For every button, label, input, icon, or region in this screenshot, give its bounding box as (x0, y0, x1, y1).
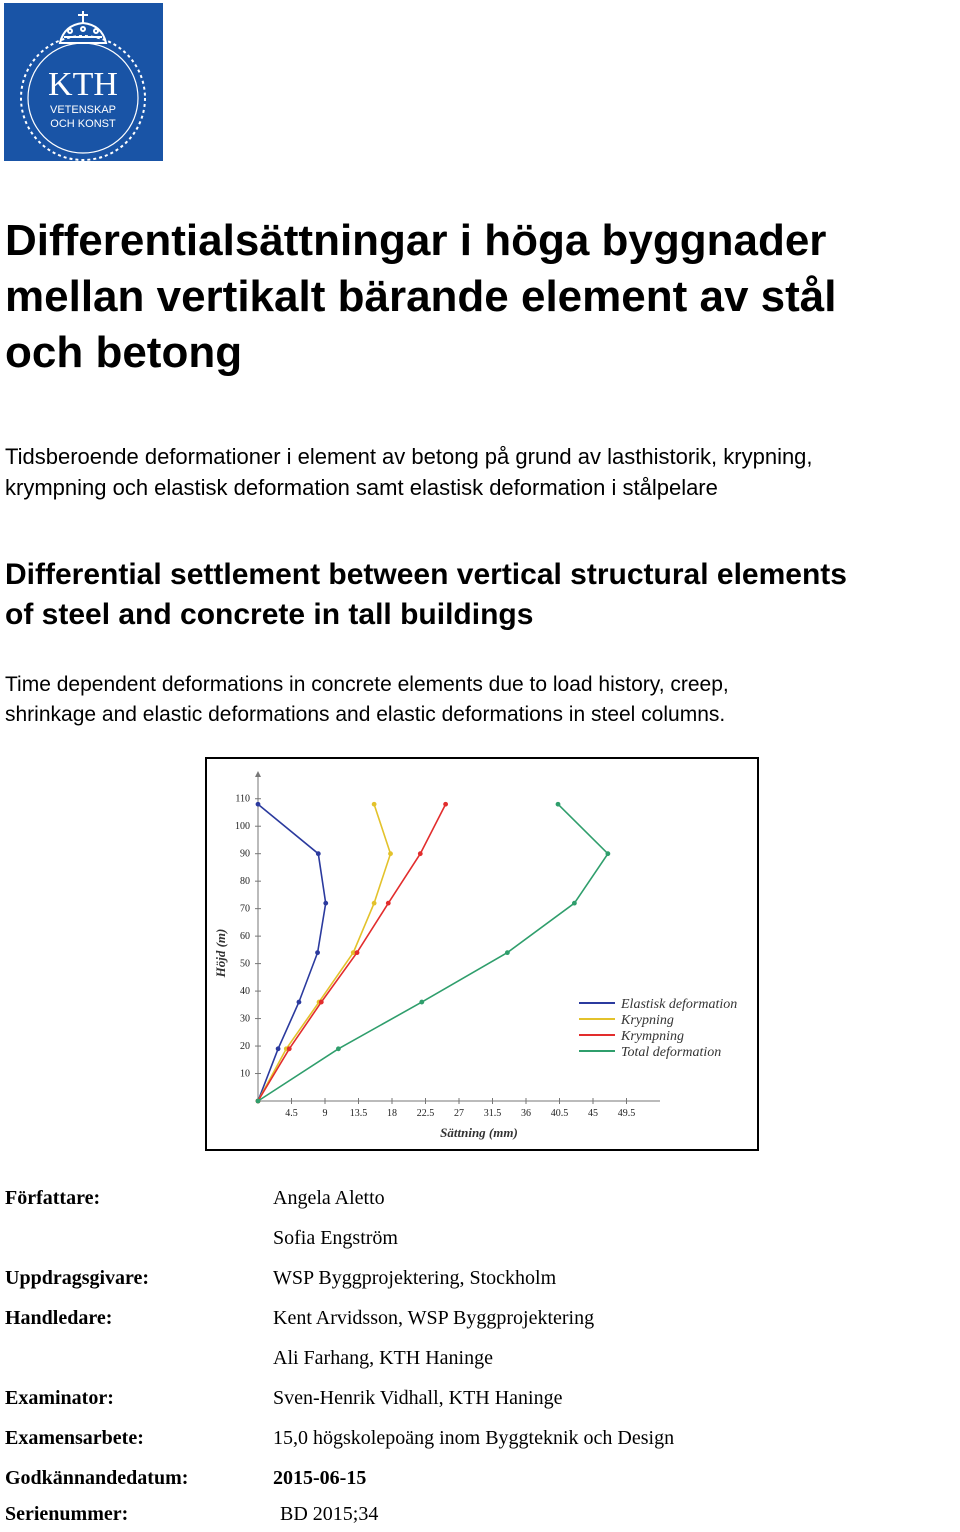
y-tick-label: 90 (240, 848, 250, 860)
title-line-3: och betong (5, 328, 243, 377)
y-tick-label: 60 (240, 931, 250, 943)
serial-label: Serienummer: (5, 1503, 129, 1525)
thesis-subtitle-en (5, 670, 955, 730)
title-en-line-1: Differential settlement between vertical structural elements (5, 558, 847, 591)
thesis-label: Examensarbete: (5, 1427, 144, 1449)
series-point-1 (388, 851, 393, 856)
y-axis-arrow (255, 771, 261, 777)
y-axis-title: Höjd (m) (213, 928, 228, 978)
y-tick-label: 100 (235, 821, 250, 833)
x-tick-label: 9 (322, 1108, 328, 1119)
settlement-chart (205, 757, 759, 1151)
legend-label-1: Krypning (621, 1013, 674, 1028)
supervisor-1: Kent Arvidsson, WSP Byggprojektering (273, 1307, 595, 1329)
legend-label-0: Elastisk deformation (621, 997, 738, 1012)
supervisor-2: Ali Farhang, KTH Haninge (273, 1347, 493, 1369)
author-label: Författare: (5, 1187, 101, 1209)
series-point-0 (256, 802, 261, 807)
y-tick-label: 40 (240, 986, 250, 998)
author-2: Sofia Engström (273, 1227, 398, 1249)
series-point-0 (316, 851, 321, 856)
subtitle-en-line-2: shrinkage and elastic deformations and elastic deformations in steel columns. (5, 703, 726, 726)
y-tick-label: 110 (235, 793, 250, 805)
series-point-1 (372, 802, 377, 807)
series-point-0 (323, 901, 328, 906)
subtitle-sv-line-1: Tidsberoende deformationer i element av betong på grund av lasthistorik, krypning, (5, 444, 813, 469)
x-tick-label: 4.5 (285, 1108, 298, 1119)
series-point-3 (419, 1000, 424, 1005)
supervisor-label: Handledare: (5, 1307, 113, 1329)
series-point-0 (315, 950, 320, 955)
examiner-value: Sven-Henrik Vidhall, KTH Haninge (273, 1387, 563, 1409)
series-line-1 (258, 804, 391, 1101)
y-tick-label: 70 (240, 903, 250, 915)
title-line-2: mellan vertikalt bärande element av stål (5, 272, 837, 321)
series-point-2 (355, 950, 360, 955)
thesis-title-sv (5, 213, 955, 381)
x-tick-label: 49.5 (617, 1108, 636, 1119)
thesis-value: 15,0 högskolepoäng inom Byggteknik och Design (273, 1427, 675, 1449)
x-tick-label: 45 (588, 1108, 598, 1119)
y-tick-label: 80 (240, 876, 250, 888)
y-tick-label: 10 (240, 1068, 250, 1080)
series-point-3 (605, 851, 610, 856)
series-point-0 (297, 1000, 302, 1005)
x-axis-title: Sättning (mm) (440, 1125, 518, 1140)
series-point-3 (556, 802, 561, 807)
x-tick-label: 22.5 (416, 1108, 435, 1119)
series-point-2 (443, 802, 448, 807)
title-en-line-2: of steel and concrete in tall buildings (5, 598, 534, 631)
series-point-0 (276, 1046, 281, 1051)
x-tick-label: 13.5 (349, 1108, 368, 1119)
x-tick-label: 31.5 (483, 1108, 502, 1119)
kth-crest-icon (4, 3, 163, 161)
client-label: Uppdragsgivare: (5, 1267, 150, 1289)
x-tick-label: 27 (454, 1108, 464, 1119)
series-point-1 (372, 901, 377, 906)
y-tick-label: 50 (240, 958, 250, 970)
series-point-2 (386, 901, 391, 906)
logo-sub-text-2: OCH KONST (50, 118, 116, 130)
series-line-3 (258, 804, 608, 1101)
x-tick-label: 18 (387, 1108, 397, 1119)
subtitle-en-line-1: Time dependent deformations in concrete elements due to load history, creep, (5, 673, 729, 696)
legend-label-2: Krympning (621, 1029, 684, 1044)
chart-svg (207, 759, 757, 1149)
title-line-1: Differentialsättningar i höga byggnader (5, 216, 827, 265)
subtitle-sv-line-2: krympning och elastisk deformation samt elastisk deformation i stålpelare (5, 475, 718, 500)
client-value: WSP Byggprojektering, Stockholm (273, 1267, 557, 1289)
series-point-3 (256, 1099, 261, 1104)
logo-sub-text-1: VETENSKAP (49, 104, 117, 116)
legend-label-3: Total deformation (621, 1045, 722, 1060)
series-point-2 (287, 1046, 292, 1051)
approval-value: 2015-06-15 (273, 1467, 367, 1489)
series-point-3 (505, 950, 510, 955)
examiner-label: Examinator: (5, 1387, 114, 1409)
y-tick-label: 30 (240, 1013, 250, 1025)
kth-logo (4, 3, 163, 161)
x-tick-label: 36 (521, 1108, 531, 1119)
serial-value: BD 2015;34 (280, 1503, 379, 1525)
series-point-2 (319, 1000, 324, 1005)
series-point-3 (572, 901, 577, 906)
author-1: Angela Aletto (273, 1187, 385, 1209)
y-tick-label: 20 (240, 1041, 250, 1053)
approval-label: Godkännandedatum: (5, 1467, 189, 1489)
logo-main-text: KTH (48, 66, 118, 103)
thesis-title-en (5, 555, 955, 635)
series-point-3 (336, 1046, 341, 1051)
thesis-subtitle-sv (5, 441, 955, 503)
x-tick-label: 40.5 (550, 1108, 569, 1119)
series-point-2 (418, 851, 423, 856)
